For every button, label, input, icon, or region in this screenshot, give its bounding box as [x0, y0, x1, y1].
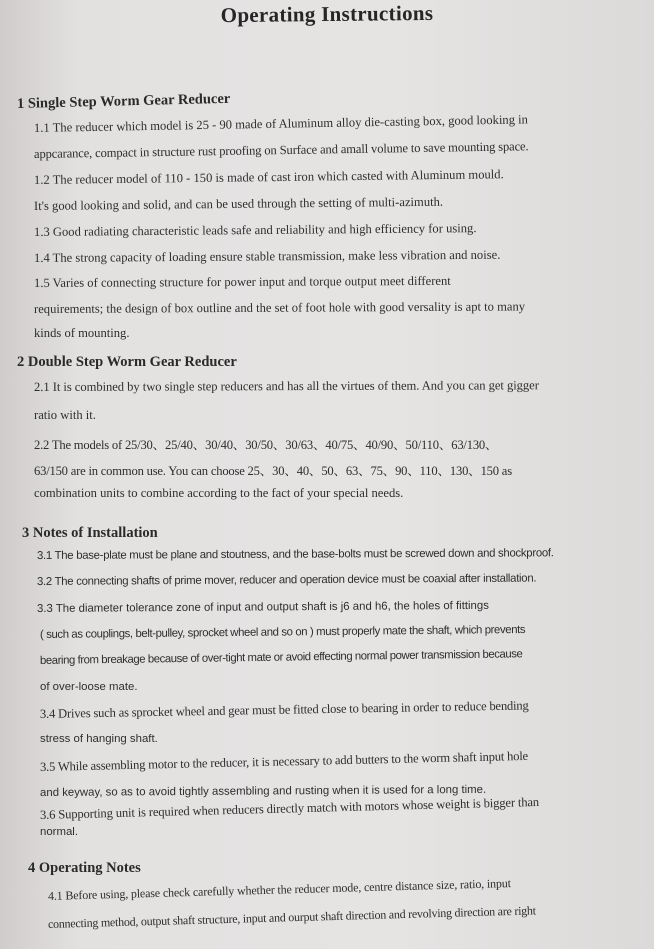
section-2-line-5: combination units to combine according to the fact of your special needs.: [34, 486, 404, 500]
section-1-line-7: 1.5 Varies of connecting structure for power input and torque output meet different: [33, 273, 451, 290]
section-4-line-1: 4.1 Before using, please check carefully whether the reducer mode, centre distance size, ratio, input: [47, 876, 511, 903]
section-1-line-8: requirements; the design of box outline and the set of foot hole with good versality is apt to many: [33, 299, 526, 316]
section-3-line-4: ( such as couplings, belt-pulley, sprocket wheel and so on ) must properly mate the shaft, which prevents: [39, 623, 526, 641]
section-3-line-12: normal.: [40, 826, 78, 838]
section-2-line-4: 63/150 are in common use. You can choose 25、30、40、50、63、75、90、110、130、150 as: [34, 464, 512, 478]
section-1-line-4: It's good looking and solid, and can be used through the setting of multi-azimuth.: [33, 194, 444, 213]
section-3-line-2: 3.2 The connecting shafts of prime mover, reducer and operation device must be coaxial after installation.: [36, 572, 537, 588]
section-3-line-5: bearing from breakage because of over-tight mate or avoid effecting normal power transmission because: [39, 648, 523, 667]
section-2-heading: 2 Double Step Worm Gear Reducer: [17, 354, 237, 370]
section-2-line-2: ratio with it.: [34, 408, 96, 422]
section-1-heading: 1 Single Step Worm Gear Reducer: [16, 90, 231, 112]
section-1-line-5: 1.3 Good radiating characteristic leads safe and reliability and high efficiency for using.: [33, 221, 477, 239]
section-3-line-10: and keyway, so as to avoid tightly assembling and rusting when it is used for a long time.: [39, 783, 487, 799]
section-3-line-8: stress of hanging shaft.: [40, 733, 158, 745]
section-3-line-11: 3.6 Supporting unit is required when reducers directly match with motors whose weight is bigger than: [39, 794, 540, 822]
section-3-line-1: 3.1 The base-plate must be plane and stoutness, and the base-bolts must be screwed down and shockproof.: [36, 547, 554, 562]
section-2-line-3: 2.2 The models of 25/30、25/40、30/40、30/50、30/63、40/75、40/90、50/110、63/130、: [34, 438, 498, 452]
section-1-line-2: appcarance, compact in structure rust proofing on Surface and amall volume to save mounting space.: [33, 139, 529, 161]
section-4-line-2: connecting method, output shaft structure, input and ourput shaft direction and revolving direction are right: [47, 903, 536, 931]
section-3-heading: 3 Notes of Installation: [22, 525, 158, 541]
section-3-line-7: 3.4 Drives such as sprocket wheel and gear must be fitted close to bearing in order to reduce bending: [39, 698, 529, 721]
section-3-line-6: of over-loose mate.: [40, 681, 138, 693]
section-3-line-9: 3.5 While assembling motor to the reducer, it is necessary to add butters to the worm shaft input hole: [39, 748, 529, 774]
section-1-line-1: 1.1 The reducer which model is 25 - 90 made of Aluminum alloy die-casting box, good looking in: [33, 112, 529, 135]
section-4-heading: 4 Operating Notes: [28, 860, 141, 876]
section-1-line-9: kinds of mounting.: [34, 326, 130, 340]
section-1-line-3: 1.2 The reducer model of 110 - 150 is made of cast iron which casted with Aluminum mould.: [33, 167, 504, 187]
section-2-line-1: 2.1 It is combined by two single step reducers and has all the virtues of them. And you can get gigger: [33, 378, 539, 394]
section-3-line-3: 3.3 The diameter tolerance zone of input and output shaft is j6 and h6, the holes of fittings: [36, 599, 489, 615]
page-title: Operating Instructions: [220, 0, 434, 28]
section-1-line-6: 1.4 The strong capacity of loading ensure stable transmission, make less vibration and noise.: [33, 247, 501, 265]
